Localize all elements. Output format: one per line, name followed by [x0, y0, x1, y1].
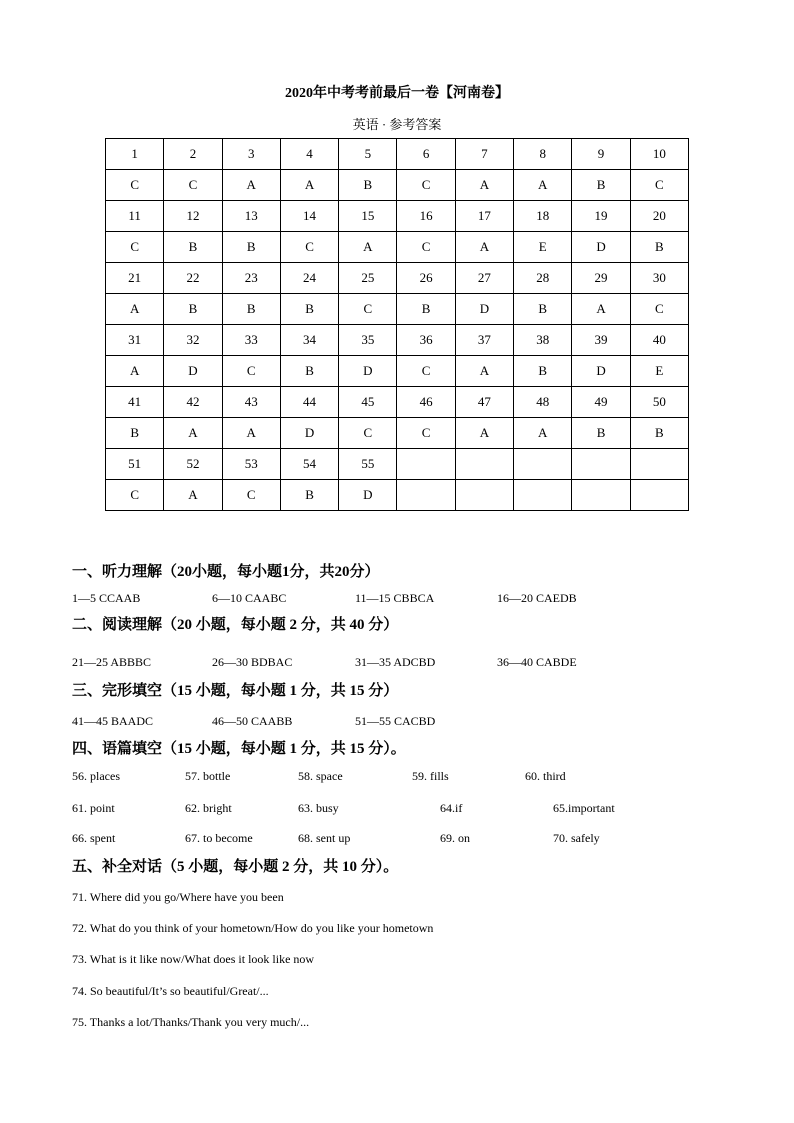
gap-fill-answer: 59. fills	[412, 769, 449, 783]
question-number-cell: 33	[222, 325, 280, 356]
question-number-cell: 43	[222, 387, 280, 418]
answer-cell: A	[164, 480, 222, 511]
answer-cell: A	[164, 418, 222, 449]
question-number-cell	[397, 449, 455, 480]
answer-cell: C	[106, 232, 164, 263]
answer-group: 21—25 ABBBC	[72, 655, 152, 669]
question-number-cell: 3	[222, 139, 280, 170]
answer-key-row	[106, 356, 689, 387]
answer-group: 6—10 CAABC	[212, 591, 287, 605]
question-number-row	[106, 449, 689, 480]
answer-cell: D	[339, 356, 397, 387]
answer-cell: C	[339, 418, 397, 449]
answer-cell: A	[514, 418, 572, 449]
answer-cell: B	[106, 418, 164, 449]
question-number-row	[106, 139, 689, 170]
answer-cell: D	[164, 356, 222, 387]
question-number-cell: 37	[455, 325, 513, 356]
question-number-cell	[630, 449, 688, 480]
answer-group: 16—20 CAEDB	[497, 591, 577, 605]
gap-fill-answer: 64.if	[440, 801, 463, 815]
question-number-cell: 42	[164, 387, 222, 418]
answer-cell: C	[397, 356, 455, 387]
gap-fill-answer: 67. to become	[185, 831, 253, 845]
answer-cell: B	[280, 294, 338, 325]
question-number-cell: 46	[397, 387, 455, 418]
question-number-cell: 54	[280, 449, 338, 480]
answer-group: 46—50 CAABB	[212, 714, 293, 728]
answer-cell: B	[222, 294, 280, 325]
question-number-cell: 36	[397, 325, 455, 356]
answer-cell: D	[572, 356, 630, 387]
answer-cell: B	[630, 232, 688, 263]
question-number-cell: 7	[455, 139, 513, 170]
answer-cell: D	[455, 294, 513, 325]
answer-cell: C	[339, 294, 397, 325]
answer-cell: A	[455, 418, 513, 449]
question-number-cell: 2	[164, 139, 222, 170]
dialogue-answer: 75. Thanks a lot/Thanks/Thank you very much/...	[72, 1015, 310, 1029]
answer-cell: C	[397, 418, 455, 449]
dialogue-answer: 73. What is it like now/What does it look like now	[72, 952, 315, 966]
dialogue-answer: 74. So beautiful/It’s so beautiful/Great/...	[72, 984, 269, 998]
question-number-cell: 8	[514, 139, 572, 170]
answer-key-row	[106, 480, 689, 511]
question-number-cell: 5	[339, 139, 397, 170]
question-number-cell: 14	[280, 201, 338, 232]
answer-cell: D	[339, 480, 397, 511]
answer-cell: B	[339, 170, 397, 201]
dialogue-answer: 71. Where did you go/Where have you been	[72, 890, 284, 904]
answer-cell: C	[280, 232, 338, 263]
question-number-cell: 13	[222, 201, 280, 232]
answer-cell: C	[106, 480, 164, 511]
answer-cell: C	[630, 294, 688, 325]
question-number-cell: 38	[514, 325, 572, 356]
cloze-heading: 三、完形填空（15 小题，每小题 1 分，共 15 分）	[72, 683, 399, 699]
question-number-cell: 50	[630, 387, 688, 418]
gap-fill-answer: 61. point	[72, 801, 115, 815]
answer-cell	[514, 480, 572, 511]
gap-fill-answer: 65.important	[553, 801, 615, 815]
answer-cell: C	[164, 170, 222, 201]
gap-fill-answer: 69. on	[440, 831, 470, 845]
answer-cell	[397, 480, 455, 511]
question-number-cell: 23	[222, 263, 280, 294]
question-number-cell: 27	[455, 263, 513, 294]
dialogue-answer: 72. What do you think of your hometown/How do you like your hometown	[72, 921, 434, 935]
gap-fill-answer: 57. bottle	[185, 769, 231, 783]
answer-cell: D	[280, 418, 338, 449]
question-number-cell: 24	[280, 263, 338, 294]
question-number-cell: 47	[455, 387, 513, 418]
answer-cell: B	[164, 294, 222, 325]
question-number-cell: 30	[630, 263, 688, 294]
question-number-cell: 28	[514, 263, 572, 294]
gap-fill-answer: 58. space	[298, 769, 343, 783]
question-number-cell: 39	[572, 325, 630, 356]
answer-cell: A	[222, 170, 280, 201]
answer-cell: B	[572, 170, 630, 201]
question-number-cell: 41	[106, 387, 164, 418]
answer-cell: E	[630, 356, 688, 387]
question-number-cell: 6	[397, 139, 455, 170]
answer-cell: C	[630, 170, 688, 201]
answer-cell: B	[222, 232, 280, 263]
question-number-cell: 26	[397, 263, 455, 294]
question-number-cell: 31	[106, 325, 164, 356]
dialogue-heading: 五、补全对话（5 小题，每小题 2 分，共 10 分）。	[72, 859, 399, 875]
gap-fill-answer: 60. third	[525, 769, 566, 783]
answer-cell: A	[455, 170, 513, 201]
answer-cell: C	[106, 170, 164, 201]
answer-cell: C	[222, 356, 280, 387]
question-number-cell: 49	[572, 387, 630, 418]
question-number-cell: 51	[106, 449, 164, 480]
question-number-cell: 17	[455, 201, 513, 232]
answer-cell: B	[514, 294, 572, 325]
answer-cell: A	[455, 356, 513, 387]
question-number-row	[106, 325, 689, 356]
question-number-cell: 48	[514, 387, 572, 418]
gap-fill-answer: 63. busy	[298, 801, 339, 815]
answer-group: 11—15 CBBCA	[355, 591, 435, 605]
answer-key-row	[106, 232, 689, 263]
question-number-cell: 18	[514, 201, 572, 232]
answer-cell: C	[397, 232, 455, 263]
answer-group: 41—45 BAADC	[72, 714, 154, 728]
answer-cell: A	[222, 418, 280, 449]
gap-fill-answer: 66. spent	[72, 831, 116, 845]
answer-key-row	[106, 418, 689, 449]
gap-fill-answer: 70. safely	[553, 831, 600, 845]
question-number-cell: 53	[222, 449, 280, 480]
answer-cell: A	[572, 294, 630, 325]
answer-cell	[630, 480, 688, 511]
question-number-cell: 16	[397, 201, 455, 232]
answer-cell: A	[514, 170, 572, 201]
question-number-cell: 21	[106, 263, 164, 294]
question-number-cell: 22	[164, 263, 222, 294]
question-number-row	[106, 201, 689, 232]
gap-fill-answer: 62. bright	[185, 801, 232, 815]
question-number-cell: 55	[339, 449, 397, 480]
answer-cell	[455, 480, 513, 511]
question-number-cell: 52	[164, 449, 222, 480]
question-number-cell: 20	[630, 201, 688, 232]
question-number-cell: 35	[339, 325, 397, 356]
question-number-cell	[514, 449, 572, 480]
question-number-cell: 19	[572, 201, 630, 232]
gap-fill-answer: 68. sent up	[298, 831, 351, 845]
question-number-cell: 9	[572, 139, 630, 170]
answer-cell: A	[339, 232, 397, 263]
answer-table	[105, 138, 689, 511]
question-number-cell: 4	[280, 139, 338, 170]
answer-cell: C	[222, 480, 280, 511]
answer-cell: B	[514, 356, 572, 387]
answer-group: 31—35 ADCBD	[355, 655, 436, 669]
question-number-cell: 29	[572, 263, 630, 294]
question-number-cell	[455, 449, 513, 480]
answer-cell: A	[280, 170, 338, 201]
answer-cell: B	[280, 356, 338, 387]
answer-group: 26—30 BDBAC	[212, 655, 293, 669]
answer-cell: A	[455, 232, 513, 263]
question-number-row	[106, 387, 689, 418]
answer-cell	[572, 480, 630, 511]
question-number-cell: 44	[280, 387, 338, 418]
question-number-cell: 25	[339, 263, 397, 294]
question-number-cell: 34	[280, 325, 338, 356]
question-number-cell: 1	[106, 139, 164, 170]
answer-key-row	[106, 294, 689, 325]
question-number-cell: 12	[164, 201, 222, 232]
answer-cell: A	[106, 356, 164, 387]
question-number-cell: 11	[106, 201, 164, 232]
answer-group: 51—55 CACBD	[355, 714, 436, 728]
page-title: 2020年中考考前最后一卷【河南卷】	[285, 86, 509, 101]
question-number-cell: 15	[339, 201, 397, 232]
question-number-row	[106, 263, 689, 294]
gap-fill-heading: 四、语篇填空（15 小题，每小题 1 分，共 15 分）。	[72, 741, 406, 757]
question-number-cell	[572, 449, 630, 480]
answer-cell: E	[514, 232, 572, 263]
answer-cell: D	[572, 232, 630, 263]
answer-cell: B	[164, 232, 222, 263]
answer-group: 1—5 CCAAB	[72, 591, 141, 605]
listening-heading: 一、听力理解（20小题，每小题1分，共20分）	[72, 564, 380, 580]
question-number-cell: 10	[630, 139, 688, 170]
answer-cell: B	[572, 418, 630, 449]
answer-cell: B	[630, 418, 688, 449]
answer-cell: A	[106, 294, 164, 325]
question-number-cell: 45	[339, 387, 397, 418]
question-number-cell: 40	[630, 325, 688, 356]
answer-cell: C	[397, 170, 455, 201]
answer-key-row	[106, 170, 689, 201]
reading-heading: 二、阅读理解（20 小题，每小题 2 分，共 40 分）	[72, 617, 399, 633]
answer-group: 36—40 CABDE	[497, 655, 577, 669]
page-subtitle: 英语 · 参考答案	[352, 117, 442, 132]
answer-cell: B	[397, 294, 455, 325]
answer-cell: B	[280, 480, 338, 511]
gap-fill-answer: 56. places	[72, 769, 120, 783]
question-number-cell: 32	[164, 325, 222, 356]
